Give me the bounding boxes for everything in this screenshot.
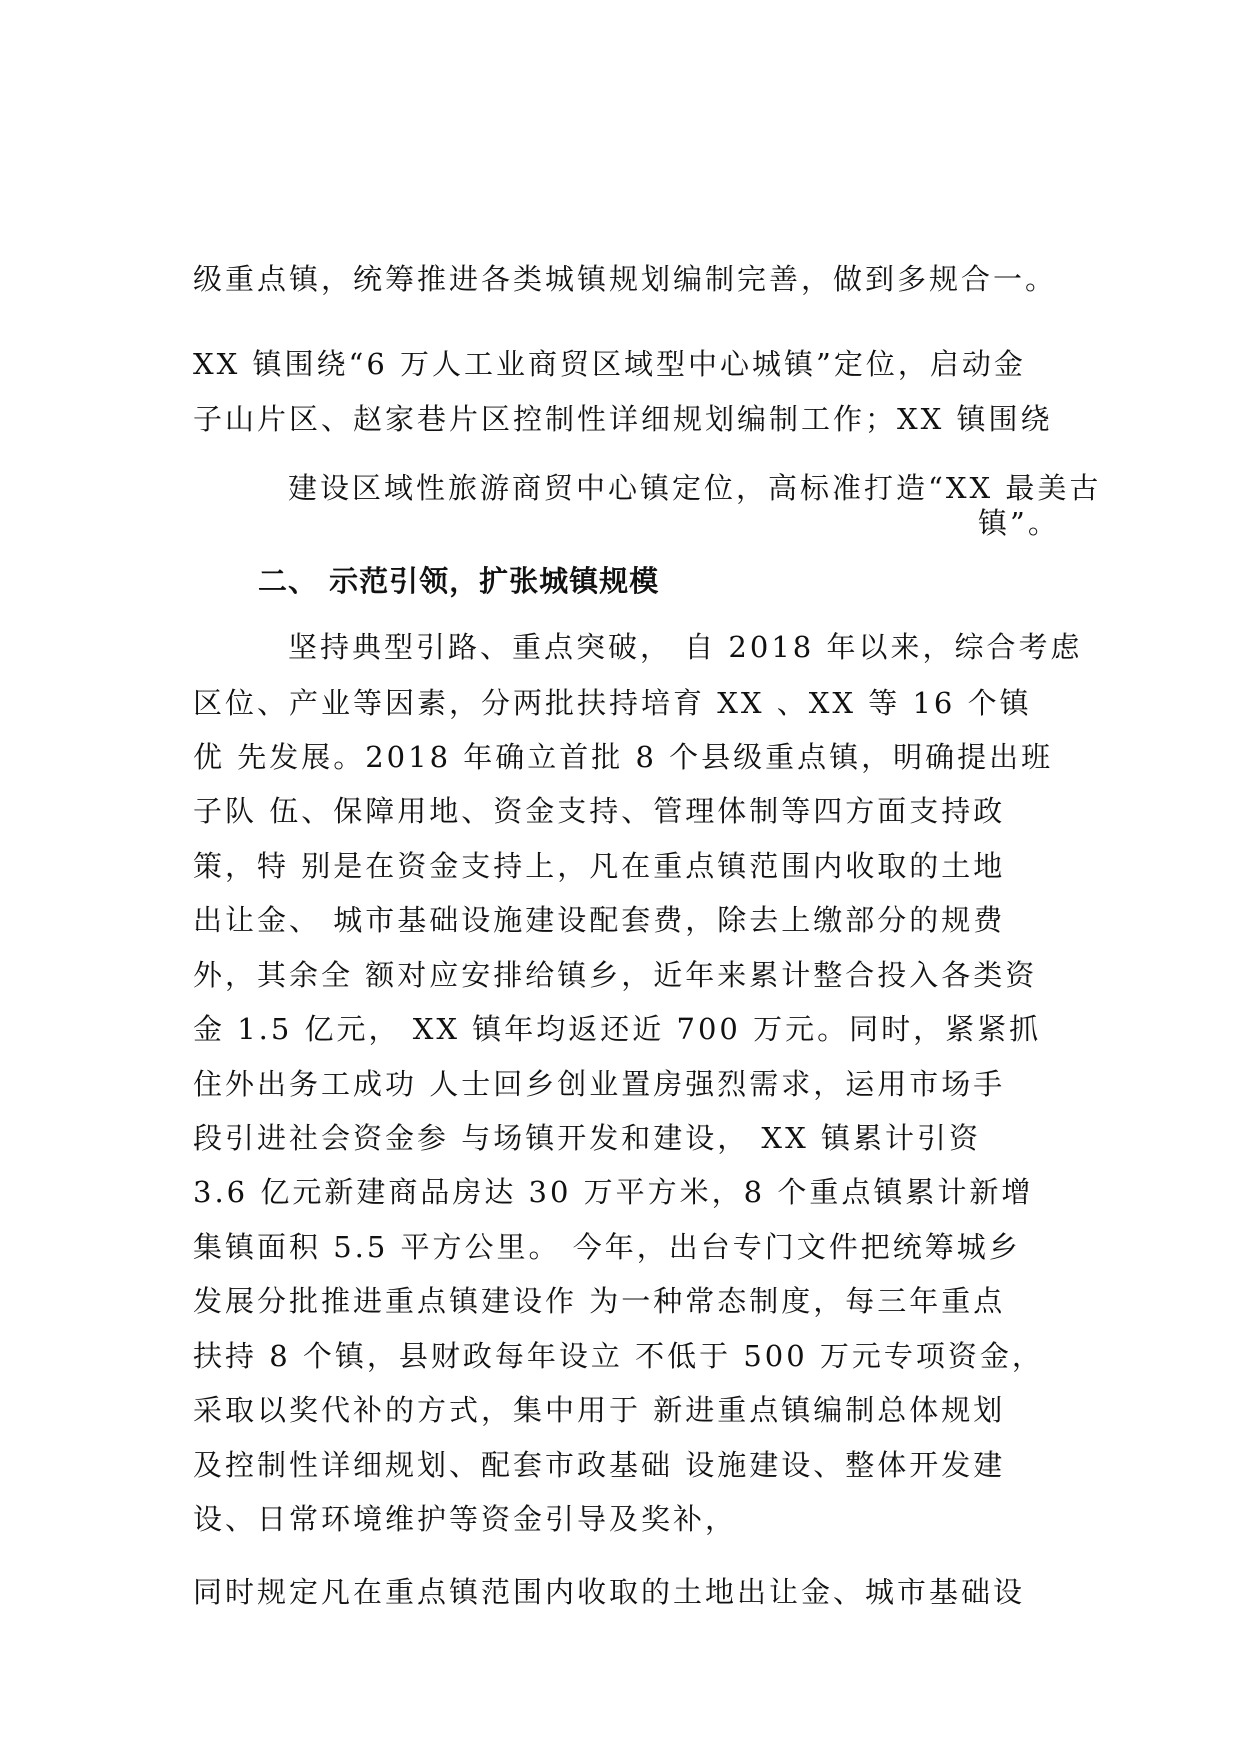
indented-line: 建设区域性旅游商贸中心镇定位，高标准打造“XX 最美古 [288,471,1102,505]
body-line-13: 发展分批推进重点镇建设作 为一种常态制度，每三年重点 [193,1284,1006,1318]
body-line-4: 子队 伍、保障用地、资金支持、管理体制等四方面支持政 [193,794,1006,828]
body-line-14: 扶持 8 个镇，县财政每年设立 不低于 500 万元专项资金， [193,1339,1044,1373]
body-line-7: 外，其余全 额对应安排给镇乡，近年来累计整合投入各类资 [193,958,1038,992]
top-paragraph-line-3: 子山片区、赵家巷片区控制性详细规划编制工作；XX 镇围绕 [193,402,1053,436]
body-line-15: 采取以奖代补的方式，集中用于 新进重点镇编制总体规划 [193,1393,1006,1427]
body-line-16: 及控制性详细规划、配套市政基础 设施建设、整体开发建 [193,1448,1006,1482]
section-heading: 二、 示范引领，扩张城镇规模 [258,564,660,598]
top-paragraph-line-1: 级重点镇，统筹推进各类城镇规划编制完善，做到多规合一。 [193,262,1058,296]
body-line-3: 优 先发展。2018 年确立首批 8 个县级重点镇，明确提出班 [193,740,1054,774]
body-line-17: 设、日常环境维护等资金引导及奖补， [193,1502,738,1536]
indented-line-tail: 镇”。 [978,506,1060,540]
final-line: 同时规定凡在重点镇范围内收取的土地出让金、城市基础设 [193,1575,1026,1609]
top-paragraph-line-2: XX 镇围绕“6 万人工业商贸区域型中心城镇”定位，启动金 [193,347,1026,381]
body-line-1: 坚持典型引路、重点突破， 自 2018 年以来，综合考虑 [288,630,1083,664]
body-line-11: 3.6 亿元新建商品房达 30 万平方米，8 个重点镇累计新增 [193,1175,1034,1209]
body-line-8: 金 1.5 亿元， XX 镇年均返还近 700 万元。同时，紧紧抓 [193,1012,1042,1046]
body-line-6: 出让金、 城市基础设施建设配套费，除去上缴部分的规费 [193,903,1006,937]
body-line-12: 集镇面积 5.5 平方公里。 今年，出台专门文件把统筹城乡 [193,1230,1021,1264]
body-line-2: 区位、产业等因素，分两批扶持培育 XX 、XX 等 16 个镇 [193,686,1032,720]
body-line-9: 住外出务工成功 人士回乡创业置房强烈需求，运用市场手 [193,1067,1006,1101]
body-line-10: 段引进社会资金参 与场镇开发和建设， XX 镇累计引资 [193,1121,981,1155]
body-line-5: 策，特 别是在资金支持上，凡在重点镇范围内收取的土地 [193,849,1006,883]
